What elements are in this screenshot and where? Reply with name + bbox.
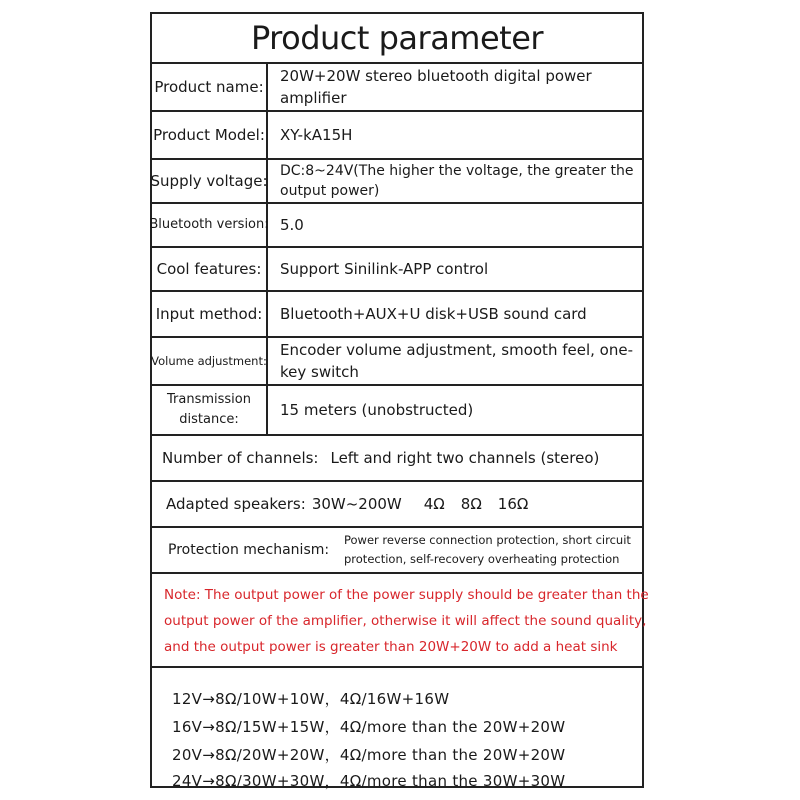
- value-transmission-distance: 15 meters (unobstructed): [280, 401, 474, 419]
- note-line-2: output power of the amplifier, otherwise it will affect the sound quality,: [164, 613, 647, 629]
- label-speakers: Adapted speakers:: [166, 495, 306, 513]
- row-product-model: [152, 112, 642, 160]
- product-parameter-table: [149, 12, 649, 790]
- label-channels: Number of channels:: [162, 449, 319, 467]
- power-line-20v: 20V→8Ω/20W+20W，4Ω/more than the 20W+20W: [172, 746, 566, 764]
- label-product-model: Product Model:: [152, 112, 268, 158]
- label-transmission-distance: Transmission distance:: [152, 386, 268, 434]
- note-line-3: and the output power is greater than 20W+20W to add a heat sink: [164, 639, 618, 655]
- value-channels: Left and right two channels (stereo): [330, 449, 600, 467]
- label-protection: Protection mechanism:: [168, 542, 330, 558]
- row-cool-features: [152, 248, 642, 292]
- label-cool-features: Cool features:: [152, 248, 268, 290]
- value-supply-voltage: DC:8~24V(The higher the voltage, the greater the output power): [280, 163, 634, 199]
- label-input-method: Input method:: [152, 292, 268, 336]
- power-line-16v: 16V→8Ω/15W+15W，4Ω/more than the 20W+20W: [172, 718, 566, 736]
- row-speakers: [152, 482, 642, 528]
- power-line-24v: 24V→8Ω/30W+30W，4Ω/more than the 30W+30W: [172, 772, 566, 790]
- label-bluetooth-version: Bluetooth version:: [152, 204, 268, 246]
- value-input-method: Bluetooth+AUX+U disk+USB sound card: [280, 305, 587, 323]
- row-input-method: [152, 292, 642, 338]
- value-cool-features: Support Sinilink-APP control: [280, 260, 489, 278]
- value-volume-adjustment: Encoder volume adjustment, smooth feel, one-key switch: [280, 341, 633, 381]
- note-line-1: Note: The output power of the power supply should be greater than the: [164, 587, 649, 603]
- label-product-name: Product name:: [152, 64, 268, 110]
- value-speakers-8ohm: 8Ω: [460, 495, 482, 513]
- label-supply-voltage: Supply voltage:: [152, 160, 268, 202]
- value-speakers-16ohm: 16Ω: [497, 495, 529, 513]
- speakers-line: [152, 482, 642, 526]
- power-line-12v: 12V→8Ω/10W+10W，4Ω/16W+16W: [172, 690, 450, 708]
- row-bluetooth-version: [149, 204, 642, 248]
- value-speakers-4ohm: 4Ω: [423, 495, 445, 513]
- row-volume-adjustment: [152, 338, 642, 386]
- row-supply-voltage: [152, 160, 642, 204]
- power-output-list: [152, 668, 642, 790]
- page-title: Product parameter: [152, 14, 642, 64]
- value-speakers: 30W~200W: [311, 495, 402, 513]
- value-protection: Power reverse connection protection, short circuit protection, self-recovery overheating protection: [344, 533, 631, 566]
- note-warning: [152, 574, 649, 668]
- value-product-model: XY-kA15H: [280, 126, 353, 144]
- value-product-name: 20W+20W stereo bluetooth digital power amplifier: [280, 67, 592, 107]
- value-bluetooth-version: 5.0: [280, 216, 304, 234]
- row-channels: [152, 436, 642, 482]
- channels-line: [152, 436, 642, 480]
- row-transmission-distance: [152, 386, 642, 436]
- row-protection: [152, 528, 642, 574]
- label-volume-adjustment: Volume adjustment:: [152, 338, 268, 384]
- row-product-name: [152, 64, 642, 112]
